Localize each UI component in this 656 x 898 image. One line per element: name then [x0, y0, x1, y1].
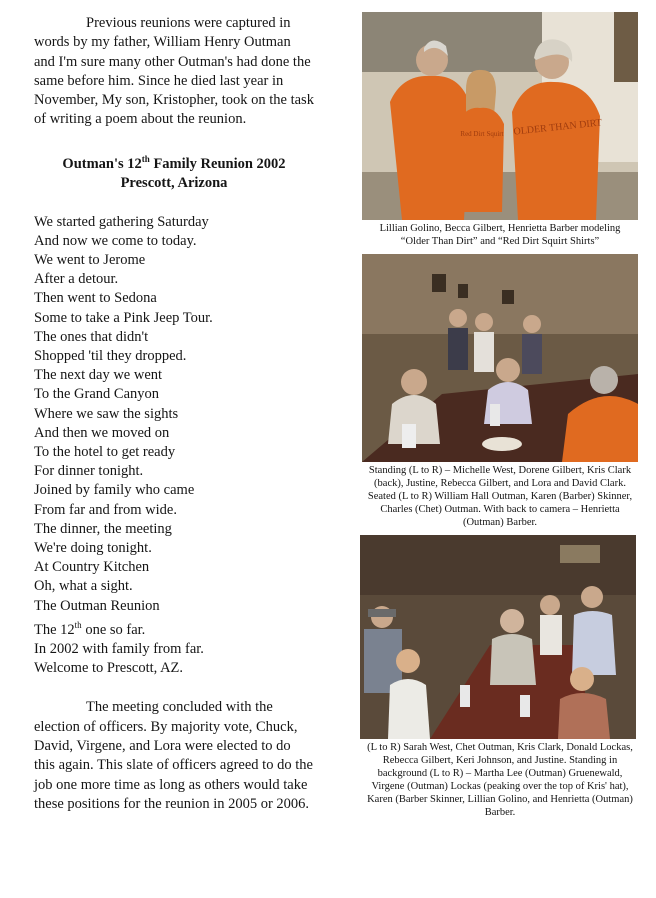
poem-line: We started gathering Saturday [34, 213, 209, 230]
photo-dinner-image [362, 254, 638, 462]
poem-line: Where we saw the sights [34, 405, 179, 422]
shirt-text-older: OLDER THAN DIRT [513, 117, 603, 138]
poem-line: The next day we went [34, 367, 163, 384]
poem-line: To the Grand Canyon [34, 386, 160, 403]
photo-group-table [360, 535, 636, 739]
photo-group-caption: (L to R) Sarah West, Chet Outman, Kris Clark, Donald Lockas, Rebecca Gilbert, Keri Johnson, and Justine. Standing in background (L to R) – Martha Lee (Outman) Gruenewald, Virgene (Outman) Lockas (peaking over the top of Kris' hat), Karen (Barber Skinner, Lillian Golino, and Henrietta (Outman) Barber. [367, 742, 633, 818]
poem-line: The dinner, the meeting [34, 520, 172, 537]
photo-shirts-caption: Lillian Golino, Becca Gilbert, Henrietta Barber modeling “Older Than Dirt” and “Red Dirt Squirt Shirts” [379, 223, 621, 247]
intro-paragraph: Previous reunions were captured in words by my father, William Henry Outman and I'm sure many other Outman's had done the same before him. Since he died last year in November, My son, Kristopher, took on the task of writing a poem about the reunion. [34, 15, 314, 128]
poem-line: Some to take a Pink Jeep Tour. [34, 309, 213, 326]
title-line2: Prescott, Arizona [120, 174, 228, 191]
poem-line: For dinner tonight. [34, 463, 144, 480]
poem-line: At Country Kitchen [34, 559, 150, 576]
photo-dinner-table [362, 254, 638, 462]
photo-dinner-caption: Standing (L to R) – Michelle West, Dorene Gilbert, Kris Clark (back), Justine, Rebecca Gilbert, and Lora and David Clark. Seated (L to R) William Hall Outman, Karen (Barber) Skinner, Charles (Chet) Outman. With back to camera – Henrietta (Outman) Barber. [367, 465, 633, 528]
poem-line: The Outman Reunion [34, 597, 160, 614]
poem-line: In 2002 with family from far. [34, 640, 204, 657]
poem-line: Welcome to Prescott, AZ. [34, 660, 184, 677]
poem-line: Oh, what a sight. [34, 578, 133, 595]
poem-line: We're doing tonight. [34, 540, 152, 557]
poem-line: Shopped 'til they dropped. [34, 348, 187, 365]
title-pre: Outman's 12 [62, 155, 142, 172]
article-column [34, 14, 314, 814]
photo-shirts-image [362, 12, 638, 220]
photo-shirts [362, 12, 638, 220]
poem-12th-sup: th [74, 619, 82, 630]
poem-line: From far and from wide. [34, 501, 177, 518]
poem-line: We went to Jerome [34, 252, 146, 269]
title-post: Family Reunion 2002 [149, 155, 286, 172]
poem-12th-post: one so far. [81, 621, 146, 638]
photo-group-image [360, 535, 636, 739]
poem-line: After a detour. [34, 271, 119, 288]
poem-line: And then we moved on [34, 424, 170, 441]
title-sup: th [141, 153, 150, 164]
shirt-text-squirt: Red Dirt Squirt [460, 130, 504, 138]
poem-line: Joined by family who came [34, 482, 195, 499]
poem-line: To the hotel to get ready [34, 444, 176, 461]
poem-line: And now we come to today. [34, 232, 197, 249]
poem-line-12th [34, 616, 314, 640]
poem-title [34, 150, 314, 193]
poem-line: Then went to Sedona [34, 290, 157, 307]
closing-paragraph: The meeting concluded with the election of officers. By majority vote, Chuck, David, Virgene, and Lora were elected to do this again. This slate of officers agreed to do the job one more time as long as others would take these positions for the reunion in 2005 or 2006. [34, 699, 313, 812]
photo-column [360, 12, 640, 819]
poem-12th-pre: The 12 [34, 621, 75, 638]
poem [34, 213, 314, 679]
poem-line: The ones that didn't [34, 328, 149, 345]
